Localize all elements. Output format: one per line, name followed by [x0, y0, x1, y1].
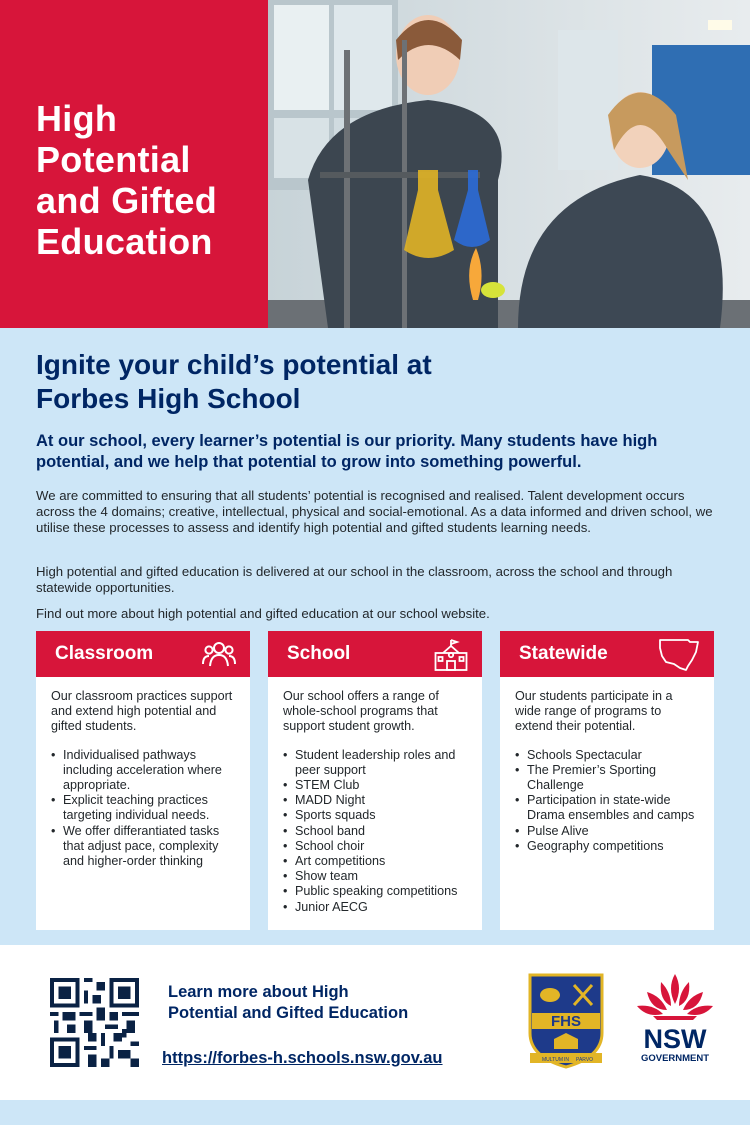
qr-code-icon[interactable] [50, 978, 139, 1067]
nsw-government-label: GOVERNMENT [640, 1053, 710, 1064]
list-item: • STEM Club [283, 778, 468, 793]
card-body [268, 677, 482, 915]
hero-banner [0, 0, 750, 328]
card-intro: Our classroom practices support and extend high potential and gifted students. [51, 689, 233, 734]
list-item: • Explicit teaching practices targeting individual needs. [51, 793, 236, 823]
hero-title-line: High [36, 98, 118, 139]
card-header [268, 631, 482, 677]
list-item: • Show team [283, 869, 468, 884]
school-website-link[interactable]: https://forbes-h.schools.nsw.gov.au [162, 1049, 443, 1067]
body-paragraph: We are committed to ensuring that all students’ potential is recognised and realised. Talent development occurs across the 4 domains; creative, intellectual, physical and social-emotional. As a data informed and driven school, we utilise these processes to assess and identify high potential and gifted students learning needs. [36, 488, 713, 535]
hero-title-panel [0, 0, 268, 328]
list-item: • Individualised pathways including acceleration where appropriate. [51, 748, 236, 794]
people-icon [202, 638, 236, 670]
list-item: • MADD Night [283, 793, 468, 808]
card-title: Statewide [519, 643, 608, 664]
card-school [268, 631, 482, 930]
card-statewide [500, 631, 714, 930]
hero-title [36, 98, 261, 262]
crest-motto-word: PARVO [576, 1057, 594, 1063]
learn-more-line: Learn more about High [168, 983, 349, 1001]
footer [0, 945, 750, 1100]
list-item: • Sports squads [283, 808, 468, 823]
headline-line: Ignite your child’s potential at [36, 349, 432, 380]
card-intro: Our school offers a range of whole-school programs that support student growth. [283, 689, 439, 734]
headline [36, 348, 716, 416]
card-header [500, 631, 714, 677]
card-list [515, 748, 700, 854]
bottom-strip [0, 1100, 750, 1125]
crest-motto-word: IN [564, 1057, 569, 1063]
hero-title-line: Potential [36, 139, 191, 180]
crest-motto-word: MULTUM [542, 1057, 564, 1063]
card-header [36, 631, 250, 677]
list-item: • Pulse Alive [515, 824, 700, 839]
card-intro: Our students participate in a wide range of programs to extend their potential. [515, 689, 673, 734]
list-item: • Art competitions [283, 854, 468, 869]
card-list [51, 748, 236, 870]
main-content [0, 328, 750, 945]
card-classroom [36, 631, 250, 930]
list-item: • Geography competitions [515, 839, 700, 854]
list-item: • School choir [283, 839, 468, 854]
card-body [36, 677, 250, 869]
nsw-map-icon [658, 638, 700, 672]
list-item: • Junior AECG [283, 900, 468, 915]
list-item: • Participation in state-wide Drama ensembles and camps [515, 793, 700, 823]
learn-more-text [168, 982, 468, 1024]
lead-paragraph: At our school, every learner’s potential is our priority. Many students have high potential, and we help that potential to grow into something powerful. [36, 432, 658, 471]
school-crest-logo [526, 973, 606, 1071]
lab-photo-illustration [268, 0, 750, 328]
body-paragraph: Find out more about high potential and gifted education at our school website. [36, 606, 490, 621]
list-item: • School band [283, 824, 468, 839]
nsw-wordmark: NSW [643, 1024, 707, 1054]
body-paragraph: High potential and gifted education is delivered at our school in the classroom, across the school and through statewide opportunities. [36, 564, 673, 595]
headline-line: Forbes High School [36, 383, 301, 414]
learn-more-line: Potential and Gifted Education [168, 1004, 409, 1022]
list-item: • Student leadership roles and peer support [283, 748, 468, 778]
hero-title-line: Education [36, 221, 213, 262]
hero-photo-students-lab [268, 0, 750, 328]
card-body [500, 677, 714, 854]
nsw-government-logo [633, 970, 717, 1065]
list-item: • Public speaking competitions [283, 884, 468, 899]
list-item: • The Premier’s Sporting Challenge [515, 763, 700, 793]
hero-title-line: and Gifted [36, 180, 217, 221]
school-building-icon [434, 638, 468, 672]
card-title: Classroom [55, 643, 154, 664]
list-item: • Schools Spectacular [515, 748, 700, 763]
card-list [283, 748, 468, 915]
card-title: School [287, 643, 351, 664]
crest-letters: FHS [551, 1013, 581, 1030]
list-item: • We offer differantiated tasks that adjust pace, complexity and higher-order thinking [51, 824, 236, 870]
